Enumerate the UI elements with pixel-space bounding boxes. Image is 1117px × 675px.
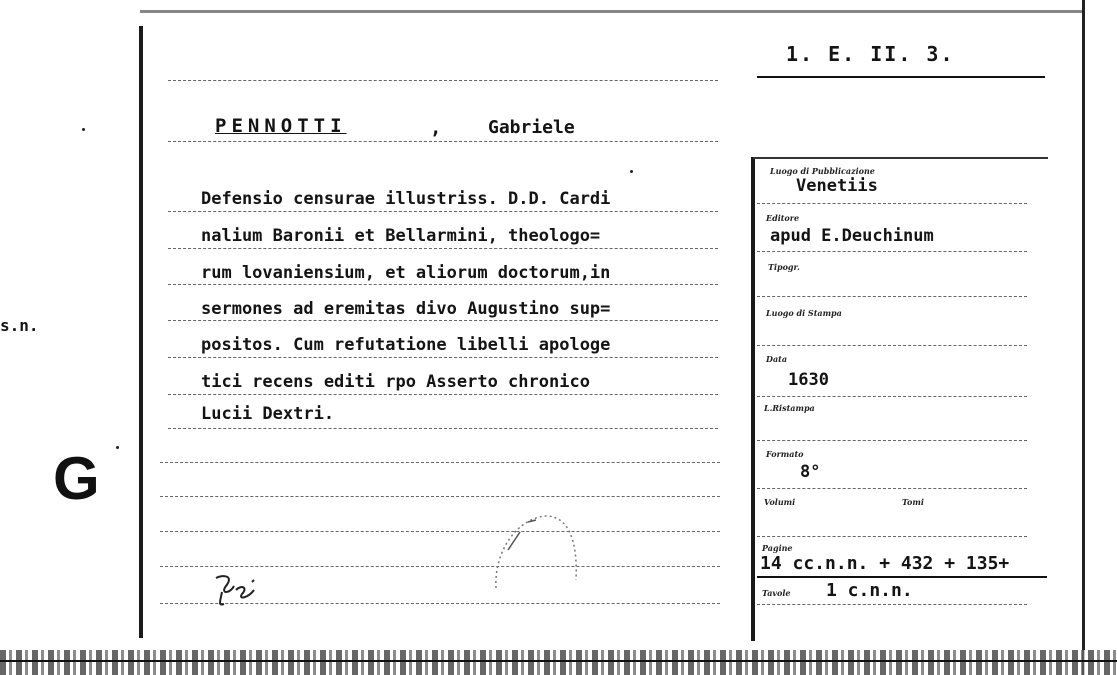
field-rule — [757, 203, 1027, 204]
field-rule — [757, 440, 1027, 441]
rule-line — [168, 80, 718, 81]
margin-dot — [116, 446, 119, 449]
rule-line — [168, 284, 718, 285]
field-rule — [757, 345, 1027, 346]
editore-label: Editore — [766, 213, 800, 223]
editore-value: apud E.Deuchinum — [770, 226, 934, 246]
luogo-value: Venetiis — [796, 176, 878, 196]
tavole-label: Tavole — [762, 588, 791, 598]
luogo-label: Luogo di Pubblicazione — [770, 166, 875, 176]
rule-line — [168, 248, 718, 249]
margin-dot — [630, 170, 633, 173]
field-rule — [757, 296, 1027, 297]
field-rule — [757, 251, 1027, 252]
data-label: Data — [766, 354, 787, 364]
title-line: positos. Cum refutatione libelli apologe — [201, 335, 611, 355]
formato-label: Formato — [766, 449, 804, 459]
rule-line — [160, 531, 720, 532]
edizione-label: L.Ristampa — [764, 403, 815, 413]
author-surname: PENNOTTI — [215, 115, 347, 137]
rule-line — [160, 462, 720, 463]
margin-sn-note: s.n. — [0, 316, 39, 335]
tipogr-label: Tipogr. — [768, 262, 800, 272]
margin-letter: G — [53, 445, 100, 512]
field-rule — [757, 488, 1027, 489]
shelfmark-underline — [757, 76, 1045, 78]
rule-line — [168, 141, 718, 142]
shelfmark: 1. E. II. 3. — [786, 42, 955, 66]
data-value: 1630 — [788, 370, 829, 390]
card-bottom-edge — [0, 650, 1117, 675]
rule-line — [168, 428, 718, 429]
rule-line — [168, 357, 718, 358]
ink-stamp — [488, 510, 584, 594]
field-rule — [757, 536, 1027, 537]
margin-dot — [82, 128, 85, 131]
handwritten-initial — [212, 572, 262, 608]
title-line: Lucii Dextri. — [201, 404, 335, 424]
author-comma: , — [430, 117, 442, 139]
pagine-label: Pagine — [762, 543, 793, 553]
left-margin-rule — [139, 26, 143, 638]
card-right-edge — [1082, 0, 1085, 675]
volumi-label: Volumi — [764, 497, 796, 507]
pagine-underline — [757, 576, 1047, 578]
rule-line — [160, 566, 720, 567]
rule-line — [168, 320, 718, 321]
tomi-label: Tomi — [902, 497, 924, 507]
tavole-value: 1 c.n.n. — [826, 580, 913, 601]
luogo-stampa-label: Luogo di Stampa — [766, 308, 842, 318]
field-box-rule — [751, 157, 755, 641]
pagine-value: 14 cc.n.n. + 432 + 135+ — [760, 553, 1010, 574]
rule-line — [168, 211, 718, 212]
card-top-edge — [140, 10, 1085, 13]
title-line: tici recens editi rpo Asserto chronico — [201, 372, 590, 392]
field-box-top — [753, 157, 1048, 159]
card-bottom-line — [0, 660, 1117, 662]
field-rule — [757, 604, 1027, 605]
author-given-name: Gabriele — [488, 117, 575, 138]
field-rule — [757, 396, 1027, 397]
title-line: sermones ad eremitas divo Augustino sup= — [201, 299, 611, 319]
title-line: Defensio censurae illustriss. D.D. Cardi — [201, 189, 611, 209]
formato-value: 8° — [800, 462, 821, 482]
rule-line — [160, 496, 720, 497]
title-line: nalium Baronii et Bellarmini, theologo= — [201, 226, 601, 246]
rule-line — [168, 394, 718, 395]
title-line: rum lovaniensium, et aliorum doctorum,in — [201, 263, 611, 283]
